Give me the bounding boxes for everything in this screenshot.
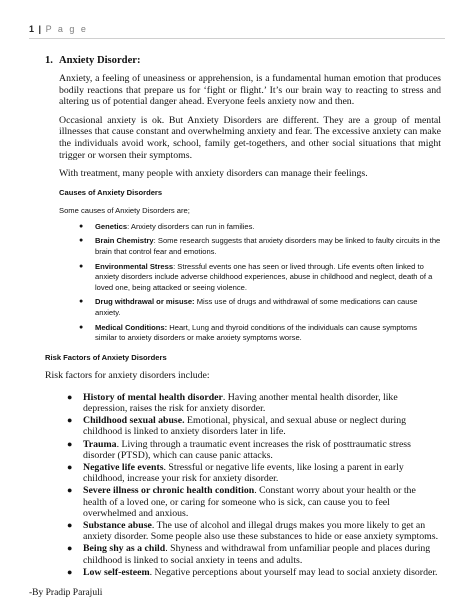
document-body bbox=[45, 55, 441, 579]
bullet-icon: ● bbox=[67, 543, 73, 554]
item-text: . Stressful or negative life events, like losing a parent in early childhood, increase your risk for anxiety disorder. bbox=[83, 461, 404, 485]
causes-intro: Some causes of Anxiety Disorders are; bbox=[59, 205, 190, 215]
risk-heading: Risk Factors of Anxiety Disorders bbox=[45, 352, 167, 362]
list-item bbox=[67, 519, 441, 543]
item-term: Substance abuse bbox=[83, 519, 152, 531]
item-text: Emotional, physical, and sexual abuse or neglect during childhood is linked to anxiety disorders later in life. bbox=[83, 415, 407, 438]
page-number: 1 bbox=[29, 24, 35, 34]
bullet-icon: ● bbox=[79, 222, 84, 230]
section-number: 1. bbox=[45, 55, 53, 66]
list-item bbox=[67, 461, 441, 485]
paragraph: Anxiety, a feeling of uneasiness or apprehension, is a fundamental human emotion that produces bodily reactions that prepare us for ‘fight or flight.’ It’s our brain way to reacting to stress and altering us of potential danger ahead. Everyone feels anxiety now and then. bbox=[59, 73, 441, 108]
item-term: Low self-esteem bbox=[83, 566, 150, 578]
item-text: . Living through a traumatic event increases the risk of posttraumatic stress disorder (PTSD), which can cause panic attacks. bbox=[83, 438, 411, 461]
item-term: Medical Conditions: bbox=[95, 322, 168, 332]
list-item bbox=[79, 221, 441, 233]
list-item bbox=[79, 261, 441, 294]
item-text: . Constant worry about your health or the health of a loved one, or caring for someone who is sick, can cause you to feel overwhelmed and anxious. bbox=[83, 485, 416, 519]
list-item bbox=[79, 322, 441, 344]
item-text: . Shyness and withdrawal from unfamiliar people and places during childhood is linked to social anxiety in teens and adults. bbox=[83, 543, 431, 566]
list-item bbox=[67, 566, 441, 578]
paragraph: With treatment, many people with anxiety disorders can manage their feelings. bbox=[59, 168, 368, 180]
section-heading bbox=[45, 55, 441, 66]
page-word: P a g e bbox=[45, 24, 88, 34]
item-text: : Some research suggests that anxiety disorders may be linked to faulty circuits in the brain that control fear and emotions. bbox=[95, 236, 441, 256]
item-term: Genetics bbox=[95, 221, 128, 231]
item-text: . Having another mental health disorder, like depression, raises the risk for anxiety disorder. bbox=[83, 391, 398, 414]
item-text: : Stressful events one has seen or lived through. Life events often linked to anxiety disorders include adverse childhood experiences, abuse in childhood and neglect, death of a loved one, being attacked or seeing violence. bbox=[95, 261, 433, 292]
paragraph: Occasional anxiety is ok. But Anxiety Disorders are different. They are a group of mental illnesses that cause constant and overwhelming anxiety and fear. The excessive anxiety can make the individuals avoid work, school, family get-togethers, and other social situations that might trigger or worsen their symptoms. bbox=[59, 114, 441, 161]
bullet-icon: ● bbox=[79, 298, 84, 306]
item-term: Being shy as a child bbox=[83, 543, 166, 555]
bullet-icon: ● bbox=[67, 415, 73, 426]
bullet-icon: ● bbox=[67, 391, 73, 402]
bullet-icon: ● bbox=[67, 519, 73, 530]
list-item bbox=[79, 236, 441, 257]
list-item bbox=[67, 415, 441, 438]
bullet-icon: ● bbox=[79, 237, 84, 245]
bullet-icon: ● bbox=[67, 485, 73, 496]
item-term: Trauma bbox=[83, 438, 117, 450]
section-title: Anxiety Disorder: bbox=[59, 55, 141, 66]
item-text: Miss use of drugs and withdrawal of some medications can cause anxiety. bbox=[95, 297, 418, 317]
page-header bbox=[29, 24, 88, 34]
item-text: Heart, Lung and thyroid conditions of the individuals can cause symptoms similar to anxiety disorders or make anxiety symptoms worse. bbox=[95, 322, 418, 343]
item-term: Brain Chemistry bbox=[95, 236, 154, 246]
list-item bbox=[79, 297, 441, 318]
bullet-icon: ● bbox=[79, 323, 84, 331]
list-item bbox=[67, 391, 441, 414]
bullet-icon: ● bbox=[67, 438, 73, 449]
page-footer-author: -By Pradip Parajuli bbox=[29, 588, 103, 598]
item-text: . The use of alcohol and illegal drugs makes you more likely to get an anxiety disorder. Some people also use these substances to hide or ease anxiety symptoms. bbox=[83, 519, 439, 543]
bullet-icon: ● bbox=[67, 461, 73, 472]
header-divider bbox=[29, 38, 445, 39]
item-term: Childhood sexual abuse. bbox=[83, 415, 185, 427]
list-item bbox=[67, 438, 441, 461]
item-term: History of mental health disorder bbox=[83, 391, 223, 403]
item-term: Drug withdrawal or misuse: bbox=[95, 297, 195, 307]
bullet-icon: ● bbox=[79, 262, 84, 270]
list-item bbox=[67, 485, 441, 519]
item-text: . Negative perceptions about yourself may lead to social anxiety disorder. bbox=[149, 566, 438, 578]
list-item bbox=[67, 543, 441, 566]
bullet-icon: ● bbox=[67, 566, 73, 577]
risk-intro: Risk factors for anxiety disorders include: bbox=[45, 369, 210, 381]
item-term: Negative life events bbox=[83, 461, 164, 473]
causes-list bbox=[45, 222, 441, 344]
item-text: : Anxiety disorders can run in families. bbox=[127, 221, 255, 231]
causes-heading: Causes of Anxiety Disorders bbox=[59, 187, 163, 197]
item-term: Severe illness or chronic health condition bbox=[83, 485, 255, 497]
header-separator: | bbox=[38, 24, 42, 34]
item-term: Environmental Stress bbox=[95, 261, 174, 271]
risk-list bbox=[45, 392, 441, 578]
